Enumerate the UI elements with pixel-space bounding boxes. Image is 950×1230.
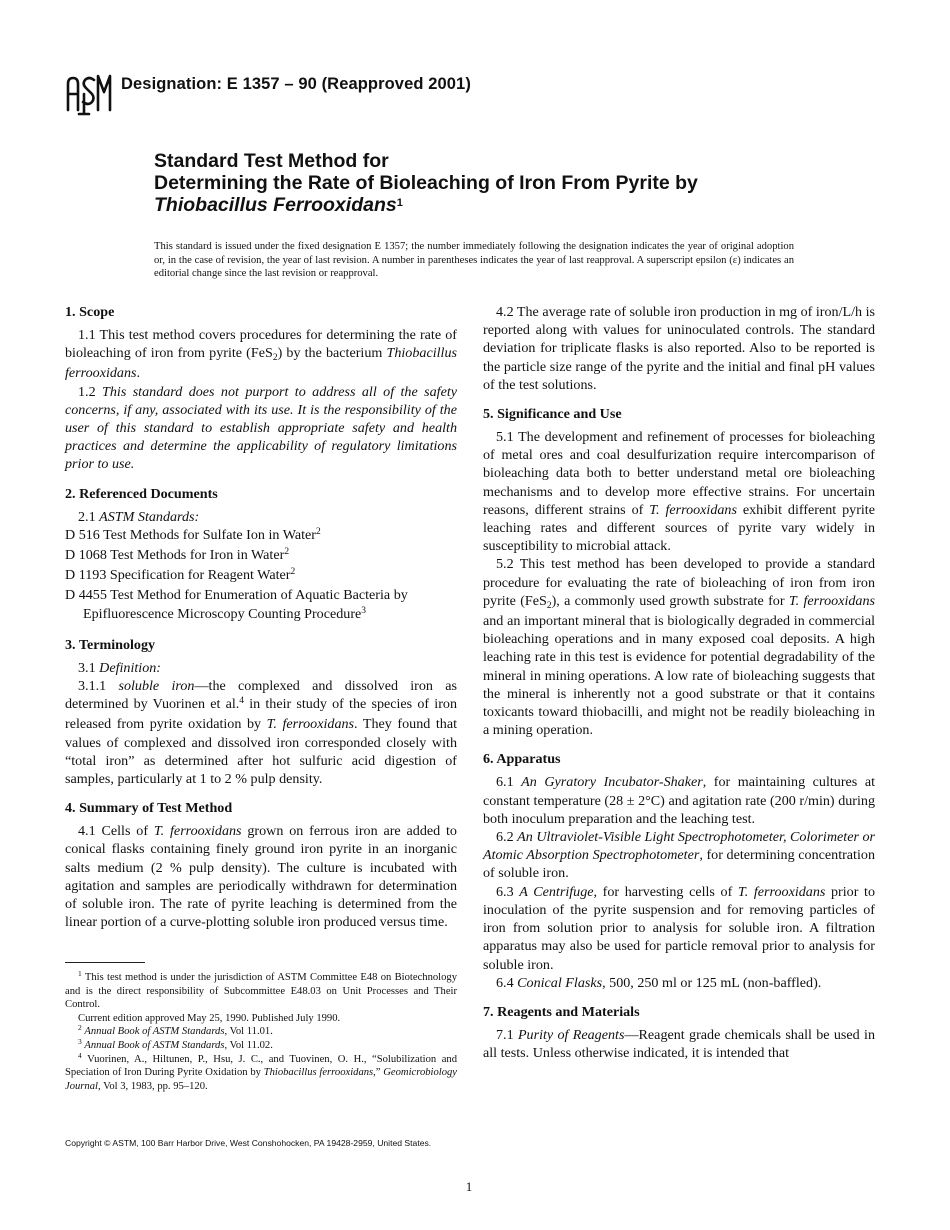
designation: Designation: E 1357 – 90 (Reapproved 2001) bbox=[121, 75, 471, 93]
section-heading-reagents: 7. Reagents and Materials bbox=[483, 1003, 640, 1020]
page-number: 1 bbox=[465, 1179, 473, 1194]
para-3-1-1: 3.1.1 soluble iron—the complexed and dissolved iron as determined by Vuorinen et al.$^4$ in their study of the species of iron released from pyrite oxidation by T. ferrooxidans. They found that values of complexed and dissolved iron corresponded closely with “total iron” as determined after hot sulfuric acid digestion of samples, particularly at 1 to 2 % pulp density. bbox=[65, 678, 457, 788]
para-7-1: 7.1 Purity of Reagents—Reagent grade chemicals shall be used in all tests. Unless otherwise indicated, it is intended that bbox=[483, 1026, 875, 1062]
para-6-2: 6.2 An Ultraviolet-Visible Light Spectrophotometer, Colorimeter or Atomic Absorption Spectrophotometer, for determining concentration of soluble iron. bbox=[483, 829, 875, 882]
reference-d516: D 516 Test Methods for Sulfate Ion in Water$^2$ bbox=[65, 526, 321, 543]
copyright-notice: Copyright © ASTM, 100 Barr Harbor Drive, West Conshohocken, PA 19428-2959, United States. bbox=[65, 1138, 432, 1148]
section-heading-referenced-documents: 2. Referenced Documents bbox=[65, 485, 218, 502]
section-heading-apparatus: 6. Apparatus bbox=[483, 751, 561, 768]
para-1-2: 1.2 This standard does not purport to address all of the safety concerns, if any, associated with its use. It is the responsibility of the user of this standard to establish appropriate safety and health practices and determine the applicability of regulatory limitations prior to use. bbox=[65, 383, 457, 473]
para-4-1: 4.1 Cells of T. ferrooxidans grown on ferrous iron are added to conical flasks containing finely ground iron pyrite in an inorganic salts medium (2 % pulp density). The culture is incubated with agitation and samples are periodically withdrawn for determination of soluble iron. The rate of pyrite leaching is determined from the linear portion of a curve-plotting soluble iron produced versus time. bbox=[65, 823, 457, 931]
astm-logo bbox=[64, 70, 114, 116]
section-heading-terminology: 3. Terminology bbox=[65, 636, 156, 653]
para-6-4: 6.4 Conical Flasks, 500, 250 ml or 125 mL (non-baffled). bbox=[496, 974, 822, 991]
section-heading-summary: 4. Summary of Test Method bbox=[65, 800, 233, 817]
issuance-notice: This standard is issued under the fixed designation E 1357; the number immediately following the designation indicates the year of original adoption or, in the case of revision, the year of last revision. A number in parentheses indicates the year of last reapproval. A superscript epsilon (ε) indicates an editorial change since the last revision or reapproval. bbox=[154, 241, 794, 280]
footnote-3: $^3$ Annual Book of ASTM Standards, Vol 11.02. bbox=[78, 1036, 273, 1051]
title-line-1: Standard Test Method for bbox=[154, 150, 389, 172]
title-footnote-mark: 1 bbox=[396, 197, 403, 209]
para-6-1: 6.1 An Gyratory Incubator-Shaker, for maintaining cultures at constant temperature (28 ± 2°C) and agitation rate (200 r/min) during both inoculum preparation and the leaching test. bbox=[483, 774, 875, 827]
para-5-2: 5.2 This test method has been developed to provide a standard procedure for evaluating the rate of bioleaching of iron from iron pyrite (FeS$_2$), a commonly used growth substrate for T. ferrooxidans and an important mineral that is biologically degraded in commercial bioleaching operations and in many exposed coal deposits. A high leaching rate in this test is evidence for potential degradability of the mineral in mining operations. A low rate of bioleaching suggests that the mineral is inherently not a good substrate or that it contains toxicants toward thiobacilli, and might not be readily bioleaching in a mining operation. bbox=[483, 556, 875, 739]
reference-d1193: D 1193 Specification for Reagent Water$^2$ bbox=[65, 567, 296, 584]
footnote-4: $^4$ Vuorinen, A., Hiltunen, P., Hsu, J. C., and Tuovinen, O. H., “Solubilization and Speciation of Iron During Pyrite Oxidation by Thiobacillus ferrooxidans,” Geomicrobiology Journal, Vol 3, 1983, pp. 95–120. bbox=[65, 1050, 458, 1092]
footnote-1-edition: Current edition approved May 25, 1990. Published July 1990. bbox=[78, 1012, 341, 1024]
document-title bbox=[154, 150, 854, 216]
reference-d1068: D 1068 Test Methods for Iron in Water$^2$ bbox=[65, 547, 290, 564]
footnotes bbox=[65, 971, 457, 1093]
para-2-1: 2.1 ASTM Standards: bbox=[78, 508, 200, 525]
section-heading-scope: 1. Scope bbox=[65, 304, 115, 320]
title-line-2: Determining the Rate of Bioleaching of Iron From Pyrite by bbox=[154, 172, 698, 194]
footnote-2: $^2$ Annual Book of ASTM Standards, Vol 11.01. bbox=[78, 1023, 273, 1038]
section-heading-significance: 5. Significance and Use bbox=[483, 406, 622, 423]
right-column bbox=[483, 303, 875, 1062]
para-6-3: 6.3 A Centrifuge, for harvesting cells of T. ferrooxidans prior to inoculation of the pyrite suspension and for removing particles of iron from solution prior to analysis for soluble iron. A filtration apparatus may also be used for particle removal prior to analysis for soluble iron. bbox=[483, 883, 875, 973]
title-organism: Thiobacillus Ferrooxidans bbox=[154, 194, 397, 216]
title-line-3 bbox=[154, 194, 854, 216]
footnote-1: $^1$ This test method is under the jurisdiction of ASTM Committee E48 on Biotechnology and is the direct responsibility of Subcommittee E48.03 on Unit Processes and Their Control. bbox=[65, 969, 457, 1011]
footnote-divider bbox=[65, 962, 145, 963]
para-4-2: 4.2 The average rate of soluble iron production in mg of iron/L/h is reported along with values for uninoculated controls. The standard deviation for triplicate flasks is also reported. Also to be reported is the particle size range of the pyrite and the initial and final pH values of the test solutions. bbox=[483, 304, 876, 393]
para-1-1: 1.1 This test method covers procedures for determining the rate of bioleaching of iron from pyrite (FeS$_2$) by the bacterium Thiobacillus ferrooxidans. bbox=[65, 327, 457, 382]
para-3-1: 3.1 Definition: bbox=[78, 659, 161, 676]
left-column bbox=[65, 303, 457, 931]
para-5-1: 5.1 The development and refinement of processes for bioleaching of metal ores and coal desulfurization require intercomparison of bioleaching data both to better understand metal ore bioleaching mechanisms and to develop more effective strains. For uncertain reasons, different strains of T. ferrooxidans exhibit different pyrite leaching rates and different sources of pyrite vary widely in susceptibility to microbial attack. bbox=[483, 429, 875, 555]
reference-d4455: D 4455 Test Method for Enumeration of Aquatic Bacteria by Epifluorescence Microscopy Counting Procedure$^3$ bbox=[65, 587, 408, 622]
